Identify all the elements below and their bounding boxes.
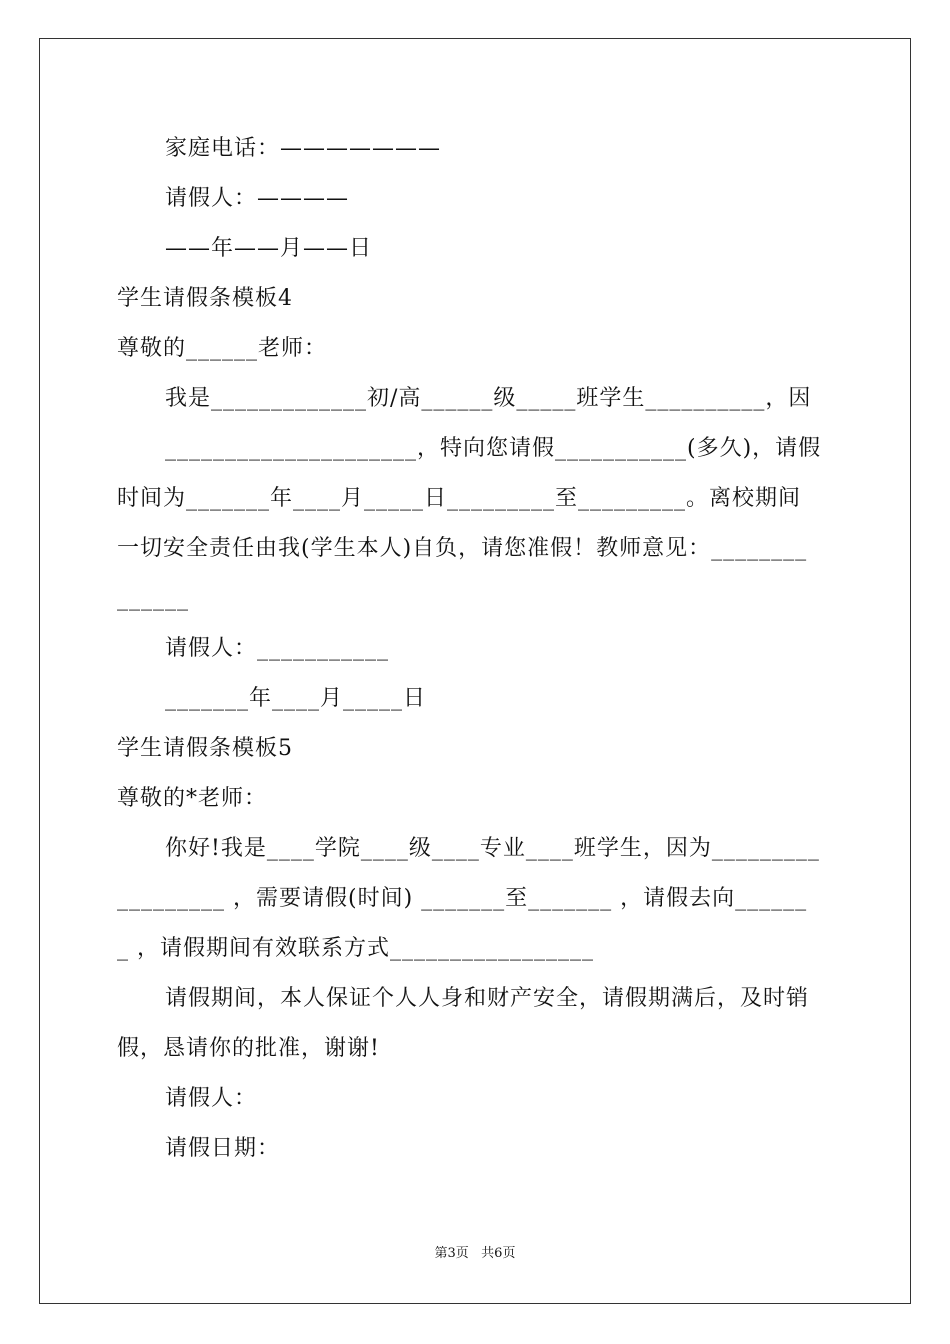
home-phone-line: 家庭电话：——————— — [165, 136, 442, 161]
date-line: ——年——月——日 — [165, 236, 373, 261]
page-number-footer: 第3页 共6页 — [434, 1246, 516, 1261]
body-5-line-5: 假，恳请你的批准，谢谢! — [117, 1036, 380, 1061]
salutation-5: 尊敬的*老师： — [117, 786, 268, 811]
body-4-line-3: 时间为_______年____月_____日_________至_________。离校期间 — [117, 486, 802, 511]
applicant-line-4: 请假人：___________ — [165, 636, 390, 661]
template-4-heading: 学生请假条模板4 — [117, 286, 293, 311]
body-4-line-1: 我是_____________初/高______级_____班学生__________，因 — [165, 386, 812, 411]
body-5-line-2: _________ ，需要请假(时间) _______至_______ ，请假去向______ — [117, 886, 808, 911]
leave-date-line-5: 请假日期： — [165, 1136, 281, 1161]
page-border — [39, 38, 911, 1304]
body-4-line-4: 一切安全责任由我(学生本人)自负，请您准假！教师意见：________ — [117, 536, 808, 561]
date-line-4: _______年____月_____日 — [165, 686, 427, 711]
body-5-line-1: 你好!我是____学院____级____专业____班学生，因为_________ — [165, 836, 820, 861]
applicant-line: 请假人：———— — [165, 186, 350, 211]
body-4-line-2: _____________________，特向您请假___________(多久)，请假 — [165, 436, 822, 461]
salutation-4: 尊敬的______老师： — [117, 336, 328, 361]
body-4-line-5: ______ — [117, 586, 189, 611]
body-5-line-3: _ ，请假期间有效联系方式_________________ — [117, 936, 594, 961]
applicant-line-5: 请假人： — [165, 1086, 258, 1111]
body-5-line-4: 请假期间，本人保证个人人身和财产安全，请假期满后，及时销 — [165, 986, 810, 1011]
template-5-heading: 学生请假条模板5 — [117, 736, 293, 761]
